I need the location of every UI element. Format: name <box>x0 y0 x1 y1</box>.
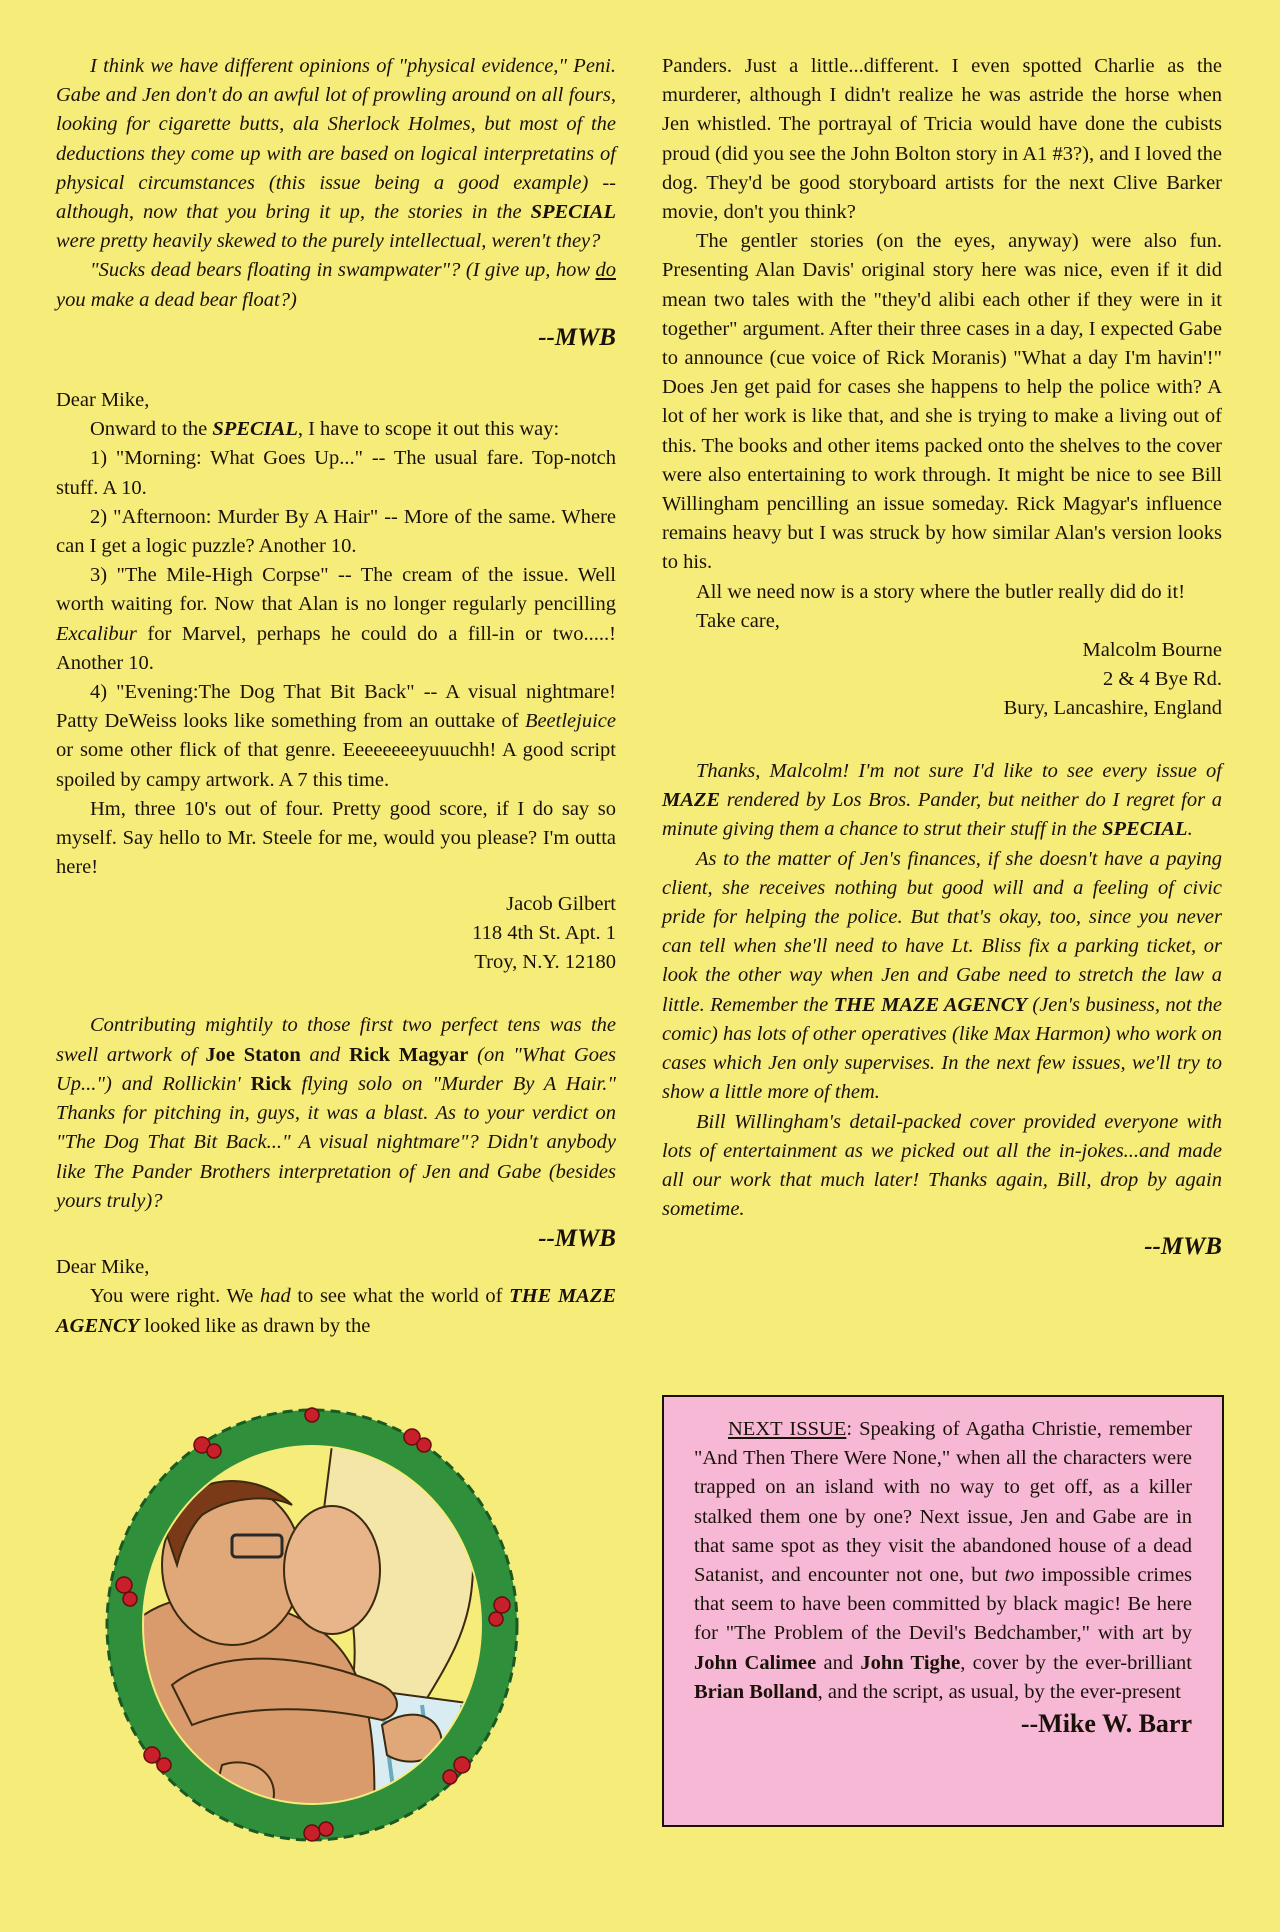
reply-3-signature: --MWB <box>1144 1233 1222 1261</box>
letter-1-address-line-2: Troy, N.Y. 12180 <box>474 951 616 974</box>
reply-3-para-3: Bill Willingham's detail-packed cover provided everyone with lots of entertainment as we picked out all the in-jokes...and made all our work that much later! Thanks again, Bill, drop by again sometime. <box>662 1110 1222 1221</box>
letter-1-address-line-1: 118 4th St. Apt. 1 <box>472 922 616 945</box>
letter-1-name: Jacob Gilbert <box>506 893 616 916</box>
reply-2-para: Contributing mightily to those first two perfect tens was the swell artwork of Joe Staton and Rick Magyar (on "What Goes Up...") and Rollickin' Rick flying solo on "Murder By A Hair." Thanks for pitching in, guys, it was a blast. As to your verdict on "The Dog That Bit Back..." A visual nightmare"? Didn't anybody like The Pander Brothers interpretation of Jen and Gabe (besides yours truly)? <box>56 1014 617 1212</box>
letter-2-para-start: You were right. We had to see what the world of THE MAZE AGENCY looked like as drawn by the <box>56 1285 617 1337</box>
next-issue-signature: --Mike W. Barr <box>1020 1709 1192 1739</box>
reply-1-signature: --MWB <box>538 323 616 351</box>
reply-3-para-2: As to the matter of Jen's finances, if she doesn't have a paying client, she receives nothing but good will and a feeling of civic pride for helping the police. But that's okay, too, since you never can tell when she'll need to have Lt. Bliss fix a parking ticket, or look the other way when Jen and Gabe need to stretch the law a little. Remember the THE MAZE AGENCY (Jen's business, not the comic) has lots of other operatives (like Max Harmon) who work on cases which Jen only supervises. In the next few issues, we'll try to show a little more of them. <box>662 847 1223 1104</box>
reply-3-para-1: Thanks, Malcolm! I'm not sure I'd like to see every issue of MAZE rendered by Los Bros. Pander, but neither do I regret for a minute giving them a chance to strut their stuff in the SPECIAL. <box>662 760 1223 841</box>
letter-1-intro: Onward to the SPECIAL, I have to scope it out this way: <box>90 418 560 441</box>
letter-1-item-1: 1) "Morning: What Goes Up..." -- The usual fare. Top-notch stuff. A 10. <box>56 447 616 499</box>
reply-2-signature: --MWB <box>538 1224 616 1252</box>
letter-1-item-3: 3) "The Mile-High Corpse" -- The cream of the issue. Well worth waiting for. Now that Alan is no longer regularly pencilling Excalibur for Marvel, perhaps he could do a fill-in or two.....! Another 10. <box>56 564 617 674</box>
letter-1-item-2: 2) "Afternoon: Murder By A Hair" -- More of the same. Where can I get a logic puzzle? Another 10. <box>56 505 616 558</box>
letter-1-salutation: Dear Mike, <box>56 389 150 412</box>
letter-2-address-line-1: 2 & 4 Bye Rd. <box>1102 668 1222 691</box>
reply-1-para-2: "Sucks dead bears floating in swampwater"? (I give up, how do you make a dead bear float?) <box>56 259 616 311</box>
letter-2-para-2: The gentler stories (on the eyes, anyway) were also fun. Presenting Alan Davis' original story here was nice, even if it did mean two tales with the "they'd alibi each other if they were in it together" argument. After their three cases in a day, I expected Gabe to announce (cue voice of Rick Moranis) "What a day I'm havin'!" Does Jen get paid for cases she happens to help the police with? A lot of her work is like that, and she is trying to make a living out of this. The books and other items packed onto the shelves to the cover were also entertaining to work through. It might be nice to see Bill Willingham pencilling an issue someday. Rick Magyar's influence remains heavy but I was struck by how similar Alan's version looks to his. <box>662 230 1222 574</box>
reply-1-para-1: I think we have different opinions of "physical evidence," Peni. Gabe and Jen don't do an awful lot of prowling around on all fours, looking for cigarette butts, ala Sherlock Holmes, but most of the deductions they come up with are based on logical interpretatins of physical circumstances (this issue being a good example) -- although, now that you bring it up, the stories in the SPECIAL were pretty heavily skewed to the purely intellectual, weren't they? <box>56 55 617 253</box>
letter-2-sign-off: Take care, <box>696 609 780 632</box>
next-issue-text: NEXT ISSUE: Speaking of Agatha Christie, remember "And Then There Were None," when all the characters were trapped on an island with no way to get off, as a killer stalked them one by one? Next issue, Jen and Gabe are in that same spot as they visit the abandoned house of a dead Satanist, and encounter not one, but two impossible crimes that seem to have been committed by black magic! Be here for "The Problem of the Devil's Bedchamber," with art by John Calimee and John Tighe, cover by the ever-brilliant Brian Bolland, and the script, as usual, by the ever-present <box>694 1418 1193 1703</box>
letter-1-closing: Hm, three 10's out of four. Pretty good score, if I do say so myself. Say hello to Mr. Steele for me, would you please? I'm outta here! <box>56 797 616 879</box>
right-column <box>662 52 1222 1262</box>
letter-2-para-1: Panders. Just a little...different. I even spotted Charlie as the murderer, although I didn't realize he was astride the horse when Jen whistled. The portrayal of Tricia would have done the cubists proud (did you see the John Bolton story in A1 #3?), and I loved the dog. They'd be good storyboard artists for the next Clive Barker movie, don't you think? <box>662 55 1222 224</box>
letter-2-address-block <box>662 636 1222 723</box>
wreath-kiss-illustration <box>82 1385 542 1855</box>
letter-2-name: Malcolm Bourne <box>1082 639 1222 662</box>
kissing-couple <box>82 1385 542 1855</box>
next-issue-box <box>662 1395 1224 1827</box>
letter-1-item-4: 4) "Evening:The Dog That Bit Back" -- A visual nightmare! Patty DeWeiss looks like something from an outtake of Beetlejuice or some other flick of that genre. Eeeeeeeeyuuuchh! A good script spoiled by campy artwork. A 7 this time. <box>56 681 616 791</box>
letter-2-address-line-2: Bury, Lancashire, England <box>1003 697 1222 720</box>
letter-1-address-block <box>56 890 616 977</box>
letter-2-salutation: Dear Mike, <box>56 1256 150 1279</box>
left-column <box>56 52 616 1341</box>
letter-2-para-3: All we need now is a story where the butler really did do it! <box>696 580 1186 603</box>
